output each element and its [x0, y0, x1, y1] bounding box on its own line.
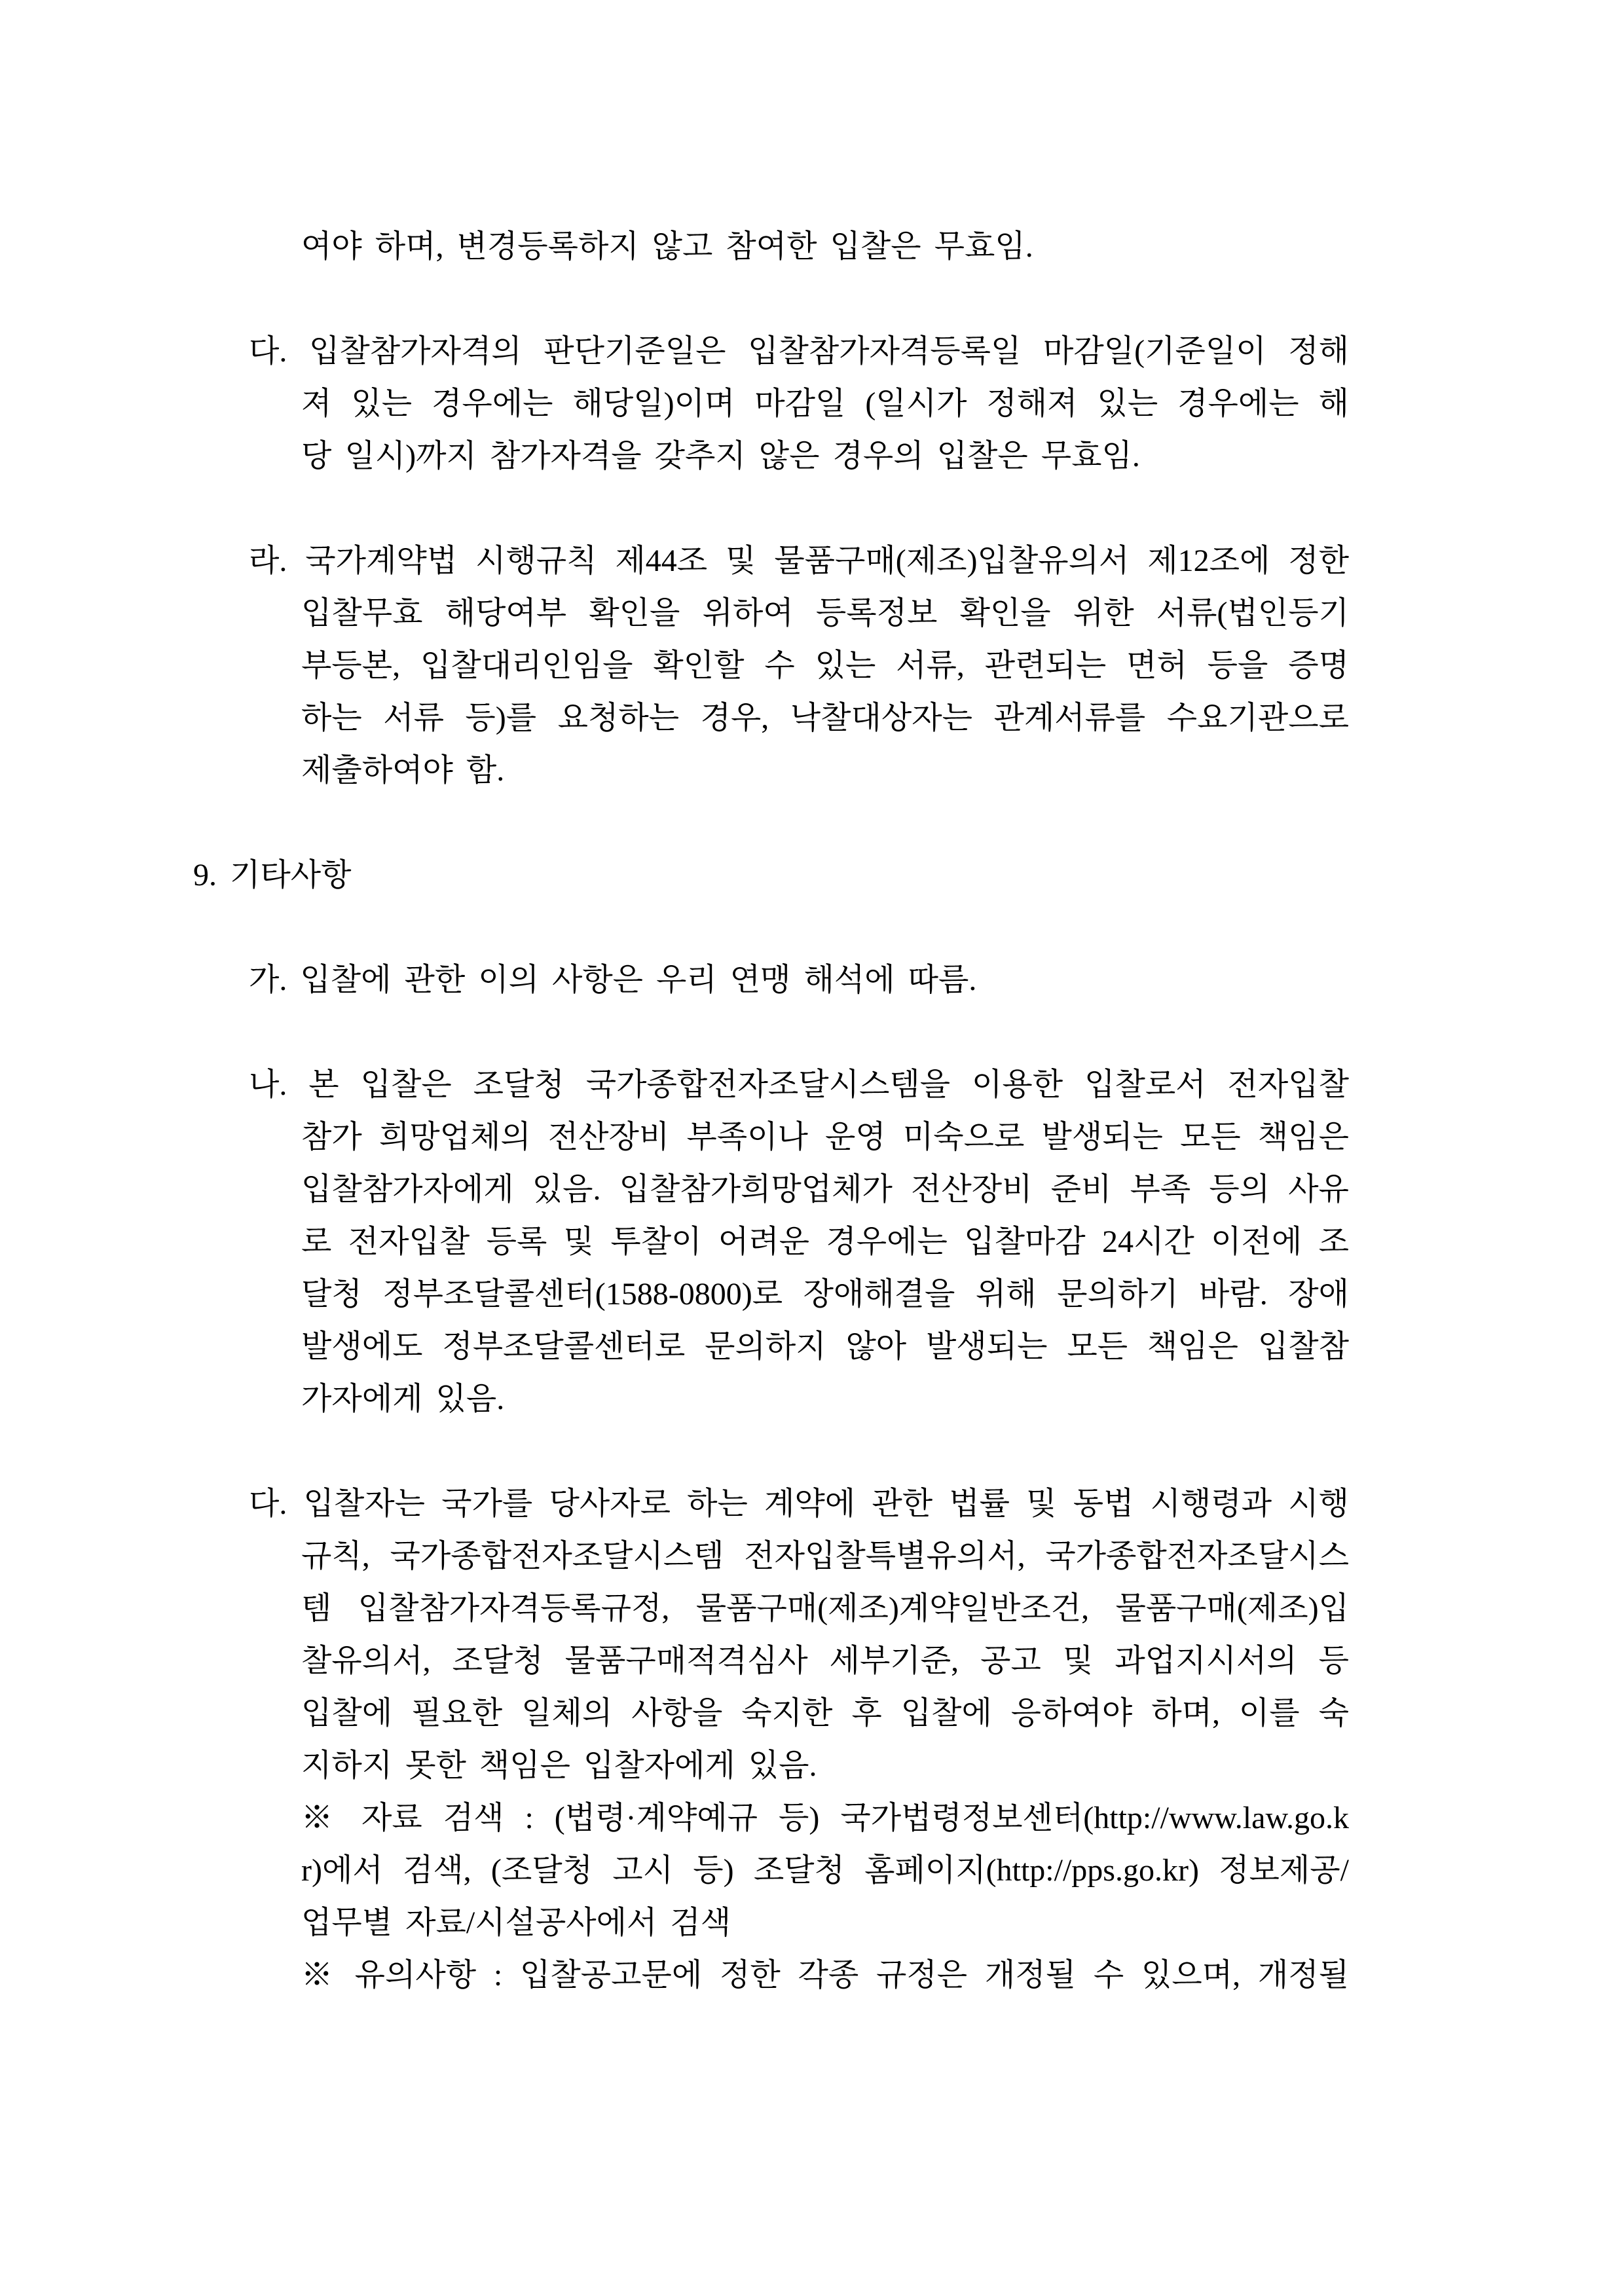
section-spacer — [0, 797, 1624, 849]
text-line: 로 전자입찰 등록 및 투찰이 어려운 경우에는 입찰마감 24시간 이전에 조 — [301, 1224, 1349, 1259]
text-line: 입찰에 필요한 일체의 사항을 숙지한 후 입찰에 응하여야 하며, 이를 숙 — [301, 1696, 1349, 1731]
text-line: 당 일시)까지 참가자격을 갖추지 않은 경우의 입찰은 무효임. — [301, 439, 1140, 473]
paragraph-spacer — [0, 1425, 1624, 1478]
text-line: 발생에도 정부조달콜센터로 문의하지 않아 발생되는 모든 책임은 입찰참 — [301, 1329, 1349, 1364]
list-item-da-line: 다. 입찰참가자격의 판단기준일은 입찰참가자격등록일 마감일(기준일이 정해 — [249, 334, 1349, 369]
text-line: 여야 하며, 변경등록하지 않고 참여한 입찰은 무효임. — [301, 229, 1033, 264]
note-reference-search-line: r)에서 검색, (조달청 고시 등) 조달청 홈페이지(http://pps.go.kr) 정보제공/ — [301, 1853, 1349, 1888]
text-line: 규칙, 국가종합전자조달시스템 전자입찰특별유의서, 국가종합전자조달시스 — [301, 1539, 1349, 1573]
note-reference-search-line: ※ 자료 검색 : (법령·계약예규 등) 국가법령정보센터(http://www.law.go.k — [301, 1801, 1349, 1835]
text-line: 져 있는 경우에는 해당일)이며 마감일 (일시가 정해져 있는 경우에는 해 — [301, 386, 1349, 421]
note-caution-line: ※ 유의사항 : 입찰공고문에 정한 각종 규정은 개정될 수 있으며, 개정될 — [301, 1958, 1349, 1992]
text-line: 부등본, 입찰대리인임을 확인할 수 있는 서류, 관련되는 면허 등을 증명 — [301, 648, 1349, 683]
note-reference-search-line: 업무별 자료/시설공사에서 검색 — [301, 1905, 731, 1940]
paragraph-spacer — [0, 1006, 1624, 1059]
text-line: 찰유의서, 조달청 물품구매적격심사 세부기준, 공고 및 과업지시서의 등 — [301, 1643, 1349, 1678]
text-line: 참가 희망업체의 전산장비 부족이나 운영 미숙으로 발생되는 모든 책임은 — [301, 1120, 1349, 1154]
text-line: 입찰무효 해당여부 확인을 위하여 등록정보 확인을 위한 서류(법인등기 — [301, 596, 1349, 631]
paragraph-spacer — [0, 483, 1624, 535]
list-item-ra-line: 라. 국가계약법 시행규칙 제44조 및 물품구매(제조)입찰유의서 제12조에 정한 — [249, 543, 1349, 578]
text-line: 지하지 못한 책임은 입찰자에게 있음. — [301, 1748, 817, 1783]
text-line: 달청 정부조달콜센터(1588-0800)로 장애해결을 위해 문의하기 바람. 장애 — [301, 1277, 1349, 1312]
text-line: 입찰참가자에게 있음. 입찰참가희망업체가 전산장비 준비 부족 등의 사유 — [301, 1172, 1349, 1207]
list-item-da2-line: 다. 입찰자는 국가를 당사자로 하는 계약에 관한 법률 및 동법 시행령과 시행 — [249, 1486, 1349, 1521]
text-line: 템 입찰참가자격등록규정, 물품구매(제조)계약일반조건, 물품구매(제조)입 — [301, 1591, 1349, 1626]
text-line: 제출하여야 함. — [301, 753, 505, 788]
list-item-ga-line: 가. 입찰에 관한 이의 사항은 우리 연맹 해석에 따름. — [249, 963, 977, 997]
paragraph-spacer — [0, 273, 1624, 325]
text-line: 하는 서류 등)를 요청하는 경우, 낙찰대상자는 관계서류를 수요기관으로 — [301, 701, 1349, 735]
text-line: 가자에게 있음. — [301, 1382, 505, 1416]
list-item-na-line: 나. 본 입찰은 조달청 국가종합전자조달시스템을 이용한 입찰로서 전자입찰 — [249, 1067, 1349, 1102]
section-9-heading: 9. 기타사항 — [193, 858, 352, 892]
paragraph-spacer — [0, 902, 1624, 954]
